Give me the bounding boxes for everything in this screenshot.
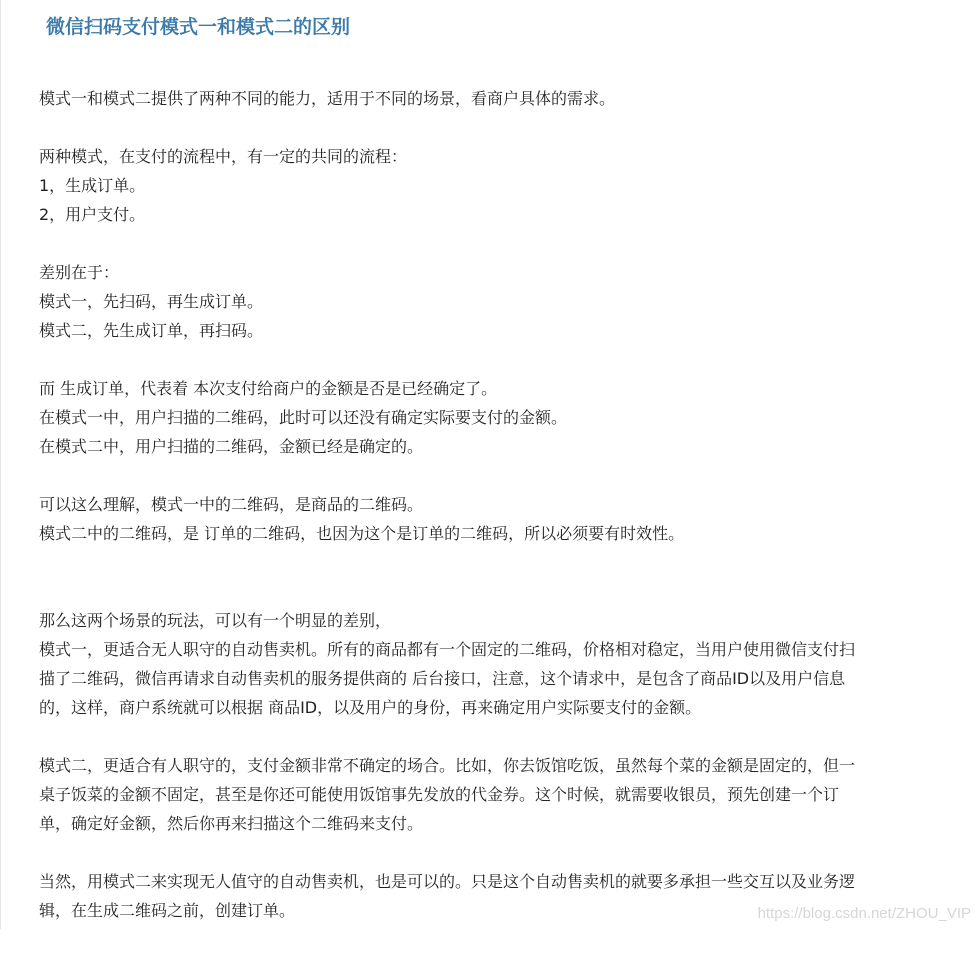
paragraph-common-flow <box>39 142 939 229</box>
text-line: 模式一和模式二提供了两种不同的能力，适用于不同的场景，看商户具体的需求。 <box>39 89 616 108</box>
text-line: 描了二维码，微信再请求自动售卖机的服务提供商的 后台接口，注意，这个请求中，是包含了商品ID以及用户信息 <box>39 669 846 688</box>
text-line: 而 生成订单，代表着 本次支付给商户的金额是否是已经确定了。 <box>39 379 498 398</box>
paragraph-mode-one-scenario <box>39 606 939 722</box>
paragraph-order-meaning <box>39 374 939 461</box>
text-line: 辑，在生成二维码之前，创建订单。 <box>39 901 296 920</box>
text-line: 差别在于： <box>39 263 120 282</box>
text-line: 可以这么理解，模式一中的二维码，是商品的二维码。 <box>39 495 424 514</box>
text-line: 在模式一中，用户扫描的二维码，此时可以还没有确定实际要支付的金额。 <box>39 408 568 427</box>
paragraph-mode-two-scenario <box>39 751 939 838</box>
text-line: 2，用户支付。 <box>39 205 146 224</box>
paragraph-qr-understanding <box>39 490 939 548</box>
article-body <box>39 84 939 954</box>
text-line: 模式二，更适合有人职守的，支付金额非常不确定的场合。比如，你去饭馆吃饭，虽然每个菜的金额是固定的，但一 <box>39 756 856 775</box>
text-line: 模式一，先扫码，再生成订单。 <box>39 292 264 311</box>
watermark-url: https://blog.csdn.net/ZHOU_VIP <box>757 905 971 922</box>
text-line: 当然，用模式二来实现无人值守的自动售卖机，也是可以的。只是这个自动售卖机的就要多承担一些交互以及业务逻 <box>39 872 856 891</box>
text-line: 模式二中的二维码，是 订单的二维码，也因为这个是订单的二维码，所以必须要有时效性。 <box>39 524 685 543</box>
text-line: 那么这两个场景的玩法，可以有一个明显的差别， <box>39 611 392 630</box>
text-line: 模式二，先生成订单，再扫码。 <box>39 321 264 340</box>
paragraph-intro <box>39 84 939 113</box>
text-line: 桌子饭菜的金额不固定，甚至是你还可能使用饭馆事先发放的代金券。这个时候，就需要收银员，预先创建一个订 <box>39 785 840 804</box>
text-line: 模式一，更适合无人职守的自动售卖机。所有的商品都有一个固定的二维码，价格相对稳定，当用户使用微信支付扫 <box>39 640 856 659</box>
text-line: 两种模式，在支付的流程中，有一定的共同的流程： <box>39 147 408 166</box>
text-line: 在模式二中，用户扫描的二维码，金额已经是确定的。 <box>39 437 424 456</box>
article-title: 微信扫码支付模式一和模式二的区别 <box>46 16 351 38</box>
paragraph-difference <box>39 258 939 345</box>
text-line: 单，确定好金额，然后你再来扫描这个二维码来支付。 <box>39 814 424 833</box>
text-line: 1，生成订单。 <box>39 176 146 195</box>
text-line: 的，这样，商户系统就可以根据 商品ID，以及用户的身份，再来确定用户实际要支付的金额。 <box>39 698 702 717</box>
left-border <box>0 0 1 929</box>
